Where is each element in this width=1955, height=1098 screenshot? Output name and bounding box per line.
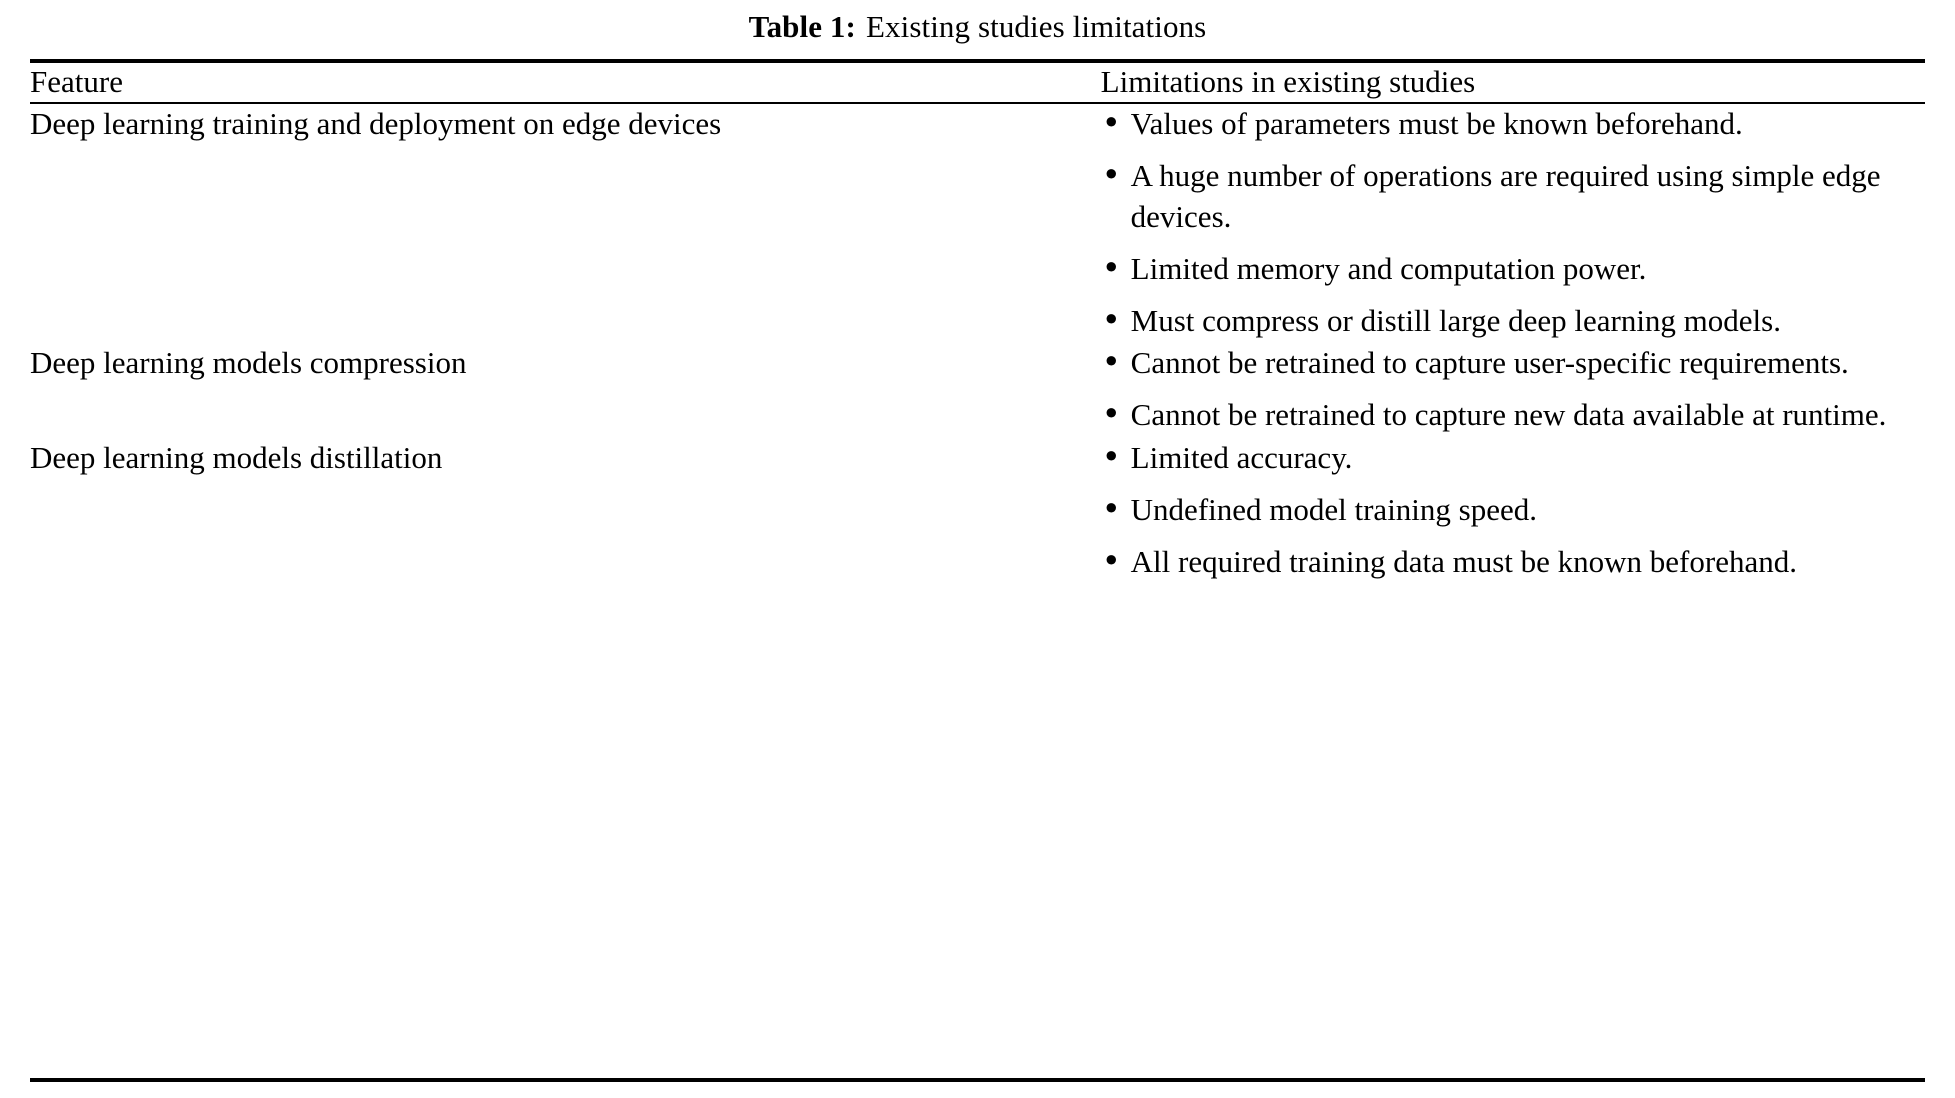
table-caption-text: Existing studies limitations [865, 9, 1207, 44]
limitations-cell [1101, 438, 1925, 585]
list-item-text: Cannot be retrained to capture new data available at runtime. [1130, 397, 1887, 433]
table-caption [30, 0, 1925, 59]
bullet-icon: ● [1104, 252, 1118, 278]
list-item [1101, 301, 1925, 342]
limitations-table-body [30, 104, 1925, 585]
table-row [30, 438, 1925, 585]
column-header-limitations: Limitations in existing studies [1100, 64, 1476, 100]
bullet-icon: ● [1104, 304, 1118, 330]
list-item-text: Cannot be retrained to capture user-specific requirements. [1130, 345, 1849, 381]
list-item-text: A huge number of operations are required using simple edge devices. [1130, 157, 1881, 234]
feature-cell: Deep learning models distillation [30, 440, 443, 476]
list-item [1101, 542, 1925, 583]
feature-cell: Deep learning models compression [30, 345, 467, 381]
limitations-cell [1101, 104, 1925, 344]
bullet-icon: ● [1104, 494, 1118, 520]
table-header-row [30, 63, 1925, 102]
bullet-icon: ● [1104, 347, 1118, 373]
limitations-list [1101, 104, 1925, 342]
column-header-feature: Feature [30, 64, 123, 100]
list-item [1101, 104, 1925, 145]
limitations-table [30, 63, 1925, 102]
bullet-icon: ● [1104, 442, 1118, 468]
list-item [1101, 395, 1925, 436]
list-item [1101, 438, 1925, 479]
bullet-icon: ● [1104, 546, 1118, 572]
bullet-icon: ● [1104, 399, 1118, 425]
list-item [1101, 156, 1925, 238]
list-item-text: Limited memory and computation power. [1130, 250, 1647, 286]
table-row [30, 104, 1925, 344]
list-item-text: Limited accuracy. [1130, 440, 1353, 476]
feature-cell: Deep learning training and deployment on edge devices [30, 105, 722, 141]
list-item-text: Must compress or distill large deep learning models. [1130, 302, 1781, 338]
bullet-icon: ● [1104, 107, 1118, 133]
list-item-text: All required training data must be known beforehand. [1130, 544, 1797, 580]
bullet-icon: ● [1104, 159, 1118, 185]
list-item [1101, 249, 1925, 290]
limitations-list [1101, 438, 1925, 583]
list-item-text: Undefined model training speed. [1130, 492, 1538, 528]
limitations-list [1101, 343, 1925, 436]
table-row [30, 343, 1925, 438]
limitations-cell [1101, 343, 1925, 438]
table-caption-label: Table 1: [748, 9, 856, 44]
list-item [1101, 490, 1925, 531]
table-bottom-rule [30, 1078, 1925, 1082]
list-item-text: Values of parameters must be known beforehand. [1130, 105, 1743, 141]
list-item [1101, 343, 1925, 384]
